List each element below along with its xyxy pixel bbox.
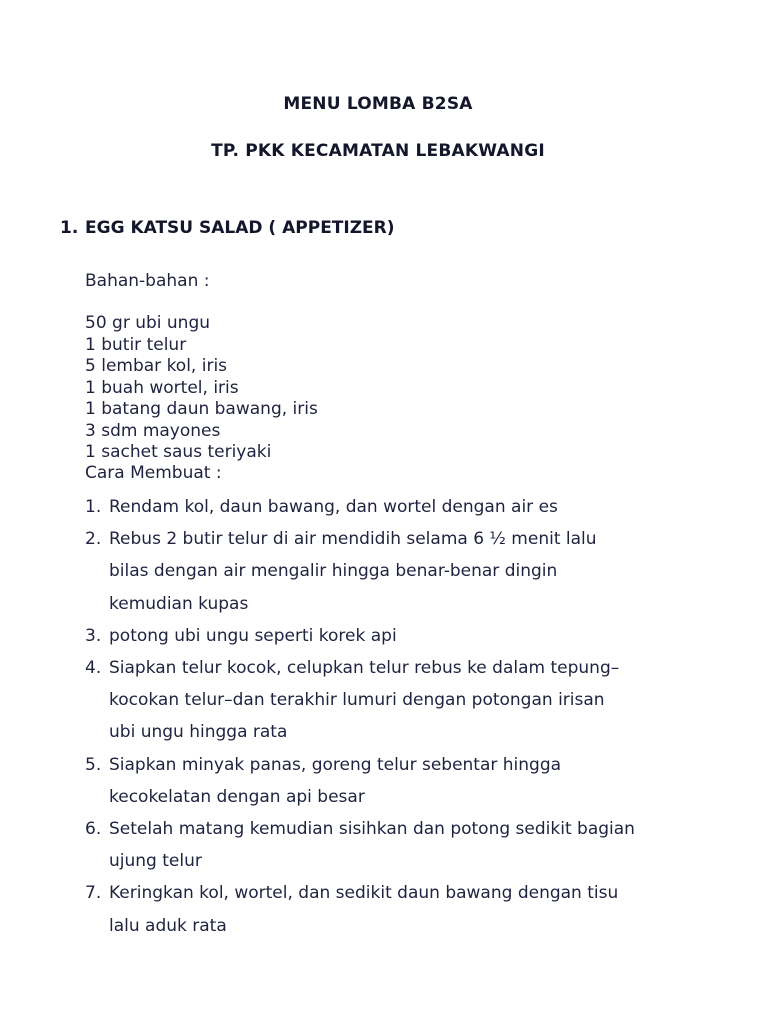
document-title: MENU LOMBA B2SA <box>283 94 473 114</box>
step-item <box>85 877 725 941</box>
step-text: potong ubi ungu seperti korek api <box>109 625 397 646</box>
ingredients-list <box>85 313 318 464</box>
steps-list <box>85 491 725 942</box>
ingredient-item: 50 gr ubi ungu <box>85 313 211 333</box>
step-number: 5. <box>85 754 102 775</box>
ingredient-item: 1 batang daun bawang, iris <box>85 399 318 419</box>
step-number: 7. <box>85 883 102 904</box>
step-text: Siapkan telur kocok, celupkan telur rebus ke dalam tepung– kocokan telur–dan terakhir lumuri dengan potongan irisan ubi ungu hingga rata <box>109 658 620 743</box>
step-text: Setelah matang kemudian sisihkan dan potong sedikit bagian ujung telur <box>109 819 635 872</box>
step-item <box>85 620 725 652</box>
step-item <box>85 652 725 749</box>
step-number: 6. <box>85 819 102 840</box>
step-number: 3. <box>85 625 102 646</box>
method-label: Cara Membuat : <box>85 463 222 483</box>
step-text: Keringkan kol, wortel, dan sedikit daun bawang dengan tisu lalu aduk rata <box>109 883 619 936</box>
step-item <box>85 749 725 813</box>
document-subtitle: TP. PKK KECAMATAN LEBAKWANGI <box>211 141 545 161</box>
section-number: 1. <box>60 218 79 238</box>
ingredient-item: 1 butir telur <box>85 334 187 355</box>
section-title: EGG KATSU SALAD ( APPETIZER) <box>85 218 395 238</box>
ingredient-item: 1 sachet saus teriyaki <box>85 442 272 462</box>
ingredient-item: 5 lembar kol, iris <box>85 356 228 376</box>
step-text: Siapkan minyak panas, goreng telur sebentar hingga kecokelatan dengan api besar <box>109 754 562 807</box>
ingredient-item: 3 sdm mayones <box>85 420 221 441</box>
step-item <box>85 813 725 877</box>
ingredients-label: Bahan-bahan : <box>85 271 210 291</box>
step-item <box>85 523 725 620</box>
step-text: Rebus 2 butir telur di air mendidih selama 6 ½ menit lalu bilas dengan air mengalir hingga benar-benar dingin kemudian kupas <box>109 529 597 614</box>
ingredient-item: 1 buah wortel, iris <box>85 377 239 398</box>
step-number: 1. <box>85 497 102 517</box>
step-item <box>85 491 725 523</box>
step-number: 2. <box>85 529 102 550</box>
step-text: Rendam kol, daun bawang, dan wortel dengan air es <box>109 497 558 517</box>
step-number: 4. <box>85 658 102 679</box>
section-heading <box>60 218 395 238</box>
